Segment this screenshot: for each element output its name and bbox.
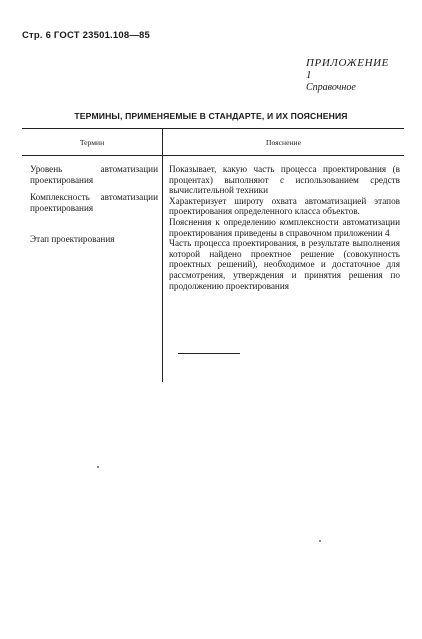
appendix-subtitle: Справочное — [306, 82, 356, 93]
explanation-cell: Пояснения к определению комплексности автоматизации проектирования приведены в справочном приложении 4 — [169, 216, 400, 238]
page-header: Стр. 6 ГОСТ 23501.108—85 — [22, 30, 151, 41]
explanation-cell: Часть процесса проектирования, в результате выполнения которой найдено проектное решение (совокупность проектных решений), необходимое и достаточное для рассмотрения, утверждения и принятия решения по продолжению проектирования — [169, 238, 400, 291]
explanation-cell: Характеризует широту охвата автоматизацией этапов проектирования определенного класса объектов. — [169, 195, 400, 217]
column-header-term: Термин — [79, 137, 105, 147]
scan-speck — [319, 540, 321, 542]
scan-speck — [97, 466, 99, 468]
explanation-column — [162, 156, 404, 382]
column-header-explanation: Пояснение — [162, 129, 404, 155]
table-header — [22, 128, 404, 156]
term-cell: Уровень автоматизации проектирования — [30, 164, 158, 185]
appendix-label — [306, 57, 396, 93]
term-column — [22, 156, 162, 382]
appendix-title: ПРИЛОЖЕНИЕ 1 — [306, 57, 389, 81]
term-cell: Этап проектирования — [30, 234, 115, 245]
terms-table — [22, 128, 404, 382]
explanation-cell: Показывает, какую часть процесса проектирования (в процентах) выполняют с использованием средств вычислительной техники — [169, 164, 400, 196]
end-rule — [178, 353, 240, 354]
document-title: ТЕРМИНЫ, ПРИМЕНЯЕМЫЕ В СТАНДАРТЕ, И ИХ ПОЯСНЕНИЯ — [74, 111, 348, 121]
table-body — [22, 156, 404, 382]
term-cell: Комплексность автоматизации проектирования — [30, 192, 158, 213]
